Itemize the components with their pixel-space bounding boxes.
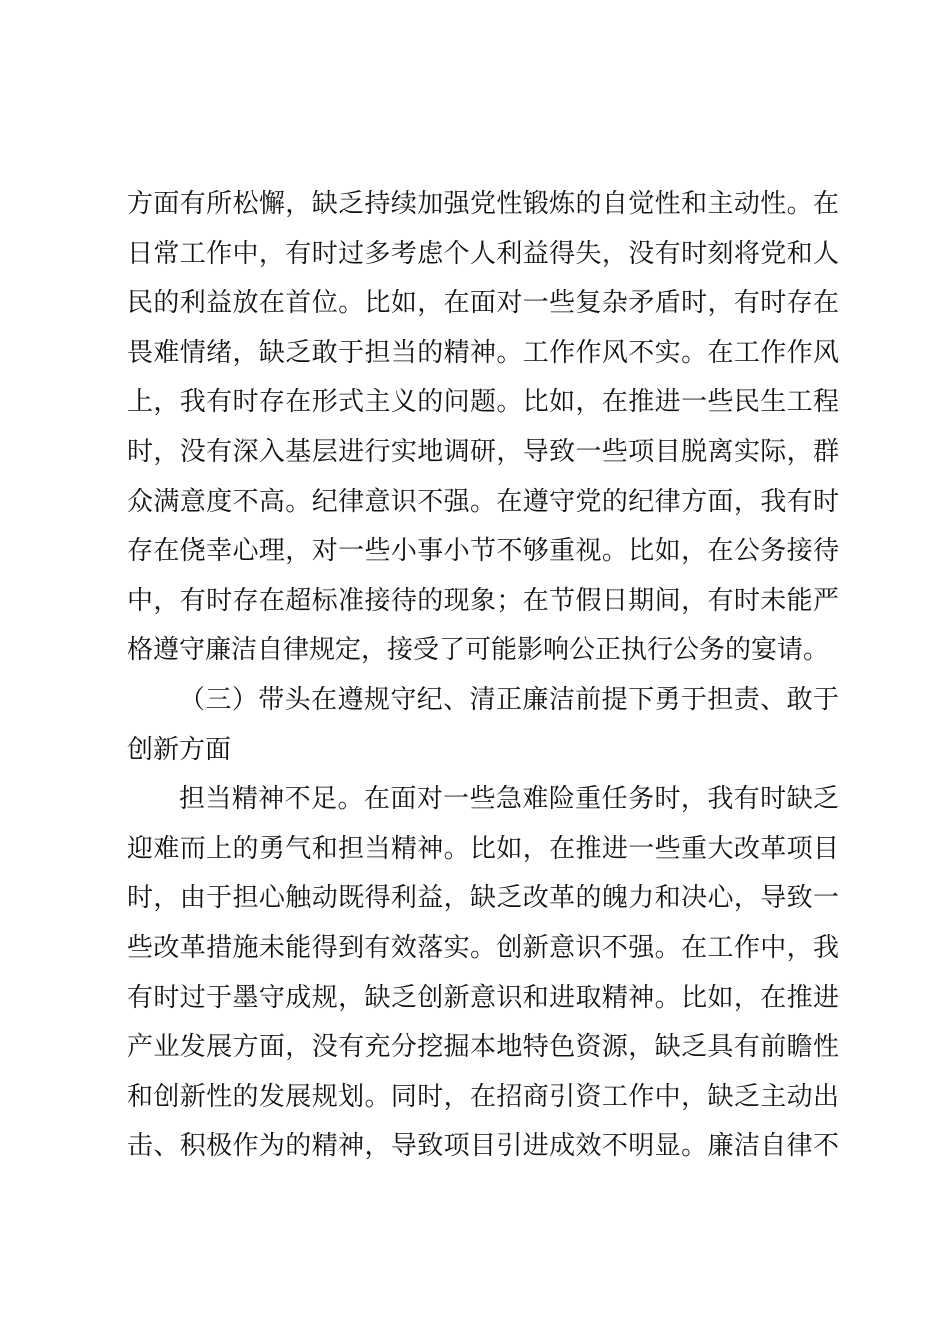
section-heading-line: 创新方面 [127,734,232,765]
section-heading-line: （三）带头在遵规守纪、清正廉洁前提下勇于担责、敢于 [179,684,839,715]
document-body [127,180,839,1172]
text-line: 些改革措施未能得到有效落实。创新意识不强。在工作中，我 [127,932,839,963]
text-line: 击、积极作为的精神，导致项目引进成效不明显。廉洁自律不 [127,1131,839,1162]
text-line: 中，有时存在超标准接待的现象；在节假日期间，有时未能严 [127,585,839,616]
text-line: 时，由于担心触动既得利益，缺乏改革的魄力和决心，导致一 [127,883,839,914]
text-line: 时，没有深入基层进行实地调研，导致一些项目脱离实际，群 [127,436,839,467]
text-line: 格遵守廉洁自律规定，接受了可能影响公正执行公务的宴请。 [127,635,830,666]
text-line: 方面有所松懈，缺乏持续加强党性锻炼的自觉性和主动性。在 [127,189,839,219]
text-line: 迎难而上的勇气和担当精神。比如，在推进一些重大改革项目 [127,833,839,864]
text-line: 产业发展方面，没有充分挖掘本地特色资源，缺乏具有前瞻性 [127,1032,839,1063]
text-line: 上，我有时存在形式主义的问题。比如，在推进一些民生工程 [127,387,839,418]
text-line: 担当精神不足。在面对一些急难险重任务时，我有时缺乏 [179,784,839,815]
text-line: 畏难情绪，缺乏敢于担当的精神。工作作风不实。在工作作风 [127,337,839,368]
text-line: 众满意度不高。纪律意识不强。在遵守党的纪律方面，我有时 [127,486,839,517]
text-line: 民的利益放在首位。比如，在面对一些复杂矛盾时，有时存在 [127,288,839,319]
text-line: 有时过于墨守成规，缺乏创新意识和进取精神。比如，在推进 [127,982,839,1013]
text-line: 日常工作中，有时过多考虑个人利益得失，没有时刻将党和人 [127,238,839,269]
text-line: 存在侥幸心理，对一些小事小节不够重视。比如，在公务接待 [127,536,839,567]
text-line: 和创新性的发展规划。同时，在招商引资工作中，缺乏主动出 [127,1081,839,1112]
